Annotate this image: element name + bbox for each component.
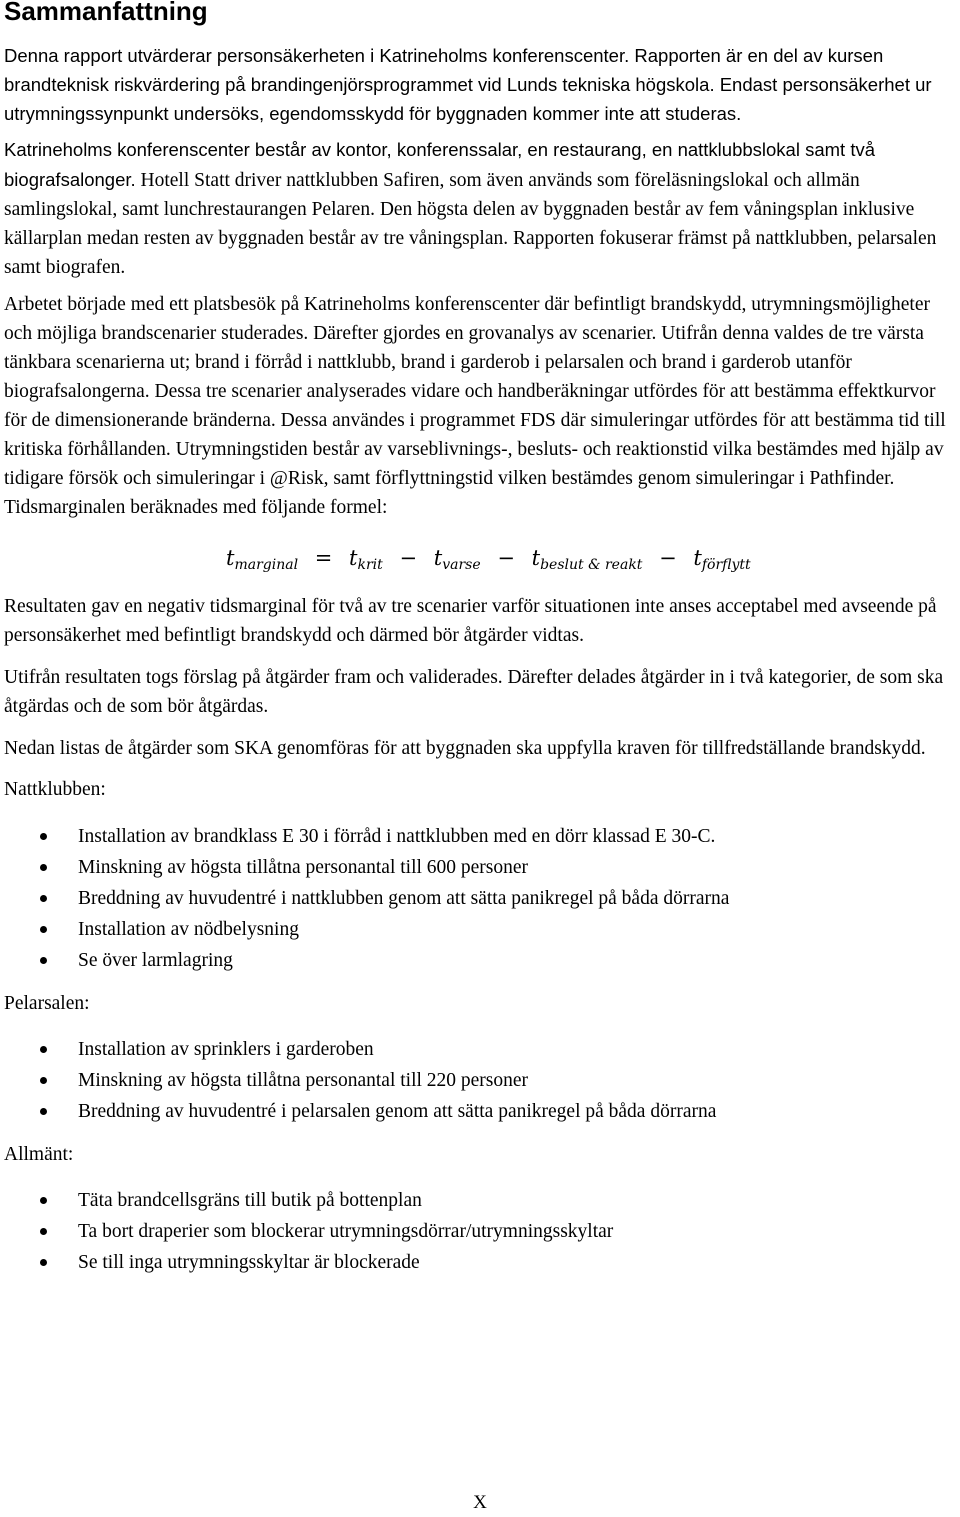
bullet-icon [40, 926, 47, 933]
bullet-icon [40, 1077, 47, 1084]
pelarsalen-list [4, 1034, 958, 1127]
description-text-serif: Hotell Statt driver nattklubben Safiren, som även används som föreläsningslokal och allmän samlingslokal, samt lunchrestaurangen Pelaren. Den högsta delen av byggnaden består av fem våningsplan inklusive källarplan medan resten av byggnaden består av tre våningsplan. Rapporten fokuserar främst på nattklubben, pelarsalen samt biografen. [4, 170, 937, 278]
section-label-allmant: Allmänt: [4, 1144, 74, 1165]
bullet-icon [40, 895, 47, 902]
list-item [4, 1185, 958, 1216]
list-item-text: Breddning av huvudentré i pelarsalen genom att sätta panikregel på båda dörrarna [78, 1101, 717, 1122]
formula [4, 544, 958, 580]
list-item [4, 1096, 958, 1127]
list-item-text: Minskning av högsta tillåtna personantal till 600 personer [78, 857, 529, 878]
formula-operator: − [659, 546, 677, 570]
formula-operator: = [314, 546, 333, 570]
bullet-icon [40, 1197, 47, 1204]
formula-subscript: beslut & reakt [540, 557, 643, 573]
description-text-sans: Katrineholms konferenscenter består av kontor, konferenssalar, en restaurang, en nattklubbslokal samt två biografsalonger. [4, 139, 876, 190]
list-item [4, 852, 958, 883]
bullet-icon [40, 1259, 47, 1266]
list-item-text: Täta brandcellsgräns till butik på bottenplan [78, 1190, 422, 1211]
list-item-text: Installation av sprinklers i garderoben [78, 1039, 374, 1060]
proposals-paragraph: Utifrån resultaten togs förslag på åtgärder fram och validerades. Därefter delades åtgärder in i två kategorier, de som ska åtgärdas och de som bör åtgärdas. [4, 667, 944, 717]
bullet-icon [40, 1108, 47, 1115]
formula-expression [226, 544, 751, 580]
formula-symbol: t [349, 546, 358, 570]
formula-subscript: krit [357, 557, 383, 573]
allmant-list [4, 1185, 958, 1278]
formula-symbol: t [531, 546, 541, 570]
intro-paragraph: Denna rapport utvärderar personsäkerheten i Katrineholms konferenscenter. Rapporten är en del av kursen brandteknisk riskvärdering på brandingenjörsprogrammet vid Lunds tekniska högskola. Endast personsäkerhet ur utrymningssynpunkt undersöks, egendomsskydd för byggnaden kommer inte att studeras. [4, 45, 932, 124]
formula-subscript: varse [442, 557, 481, 573]
list-item [4, 945, 958, 976]
list-item [4, 1216, 958, 1247]
list-item-text: Minskning av högsta tillåtna personantal till 220 personer [78, 1070, 529, 1091]
section-label-nattklubben: Nattklubben: [4, 779, 106, 800]
list-item-text: Se över larmlagring [78, 950, 233, 971]
method-paragraph: Arbetet började med ett platsbesök på Katrineholms konferenscenter där befintligt brandskydd, utrymningsmöjligheter och möjliga brandscenarier studerades. Därefter gjordes en grovanalys av scenarier. Utifrån denna valdes de tre värsta tänkbara scenarierna ut; brand i förråd i nattklubb, brand i garderob i pelarsalen och brand i garderob utanför biografsalongerna. Dessa tre scenarier analyserades vidare och handberäkningar utfördes för att bestämma effektkurvor för de dimensionerande bränderna. Dessa användes i programmet FDS där simuleringar utfördes för att bestämma tid till kritiska förhållanden. Utrymningstiden består av varseblivnings-, besluts- och reaktionstid vilka bestämdes med hjälp av tidigare försök och simuleringar i @Risk, samt förflyttningstid vilken bestämdes genom simuleringar i Pathfinder. Tidsmarginalen beräknades med följande formel: [4, 294, 946, 518]
bullet-icon [40, 864, 47, 871]
formula-subscript: förflytt [701, 557, 751, 573]
list-item-text: Ta bort draperier som blockerar utrymningsdörrar/utrymningsskyltar [78, 1221, 614, 1242]
formula-symbol: t [693, 546, 702, 570]
list-item [4, 1065, 958, 1096]
formula-symbol: t [433, 546, 443, 570]
list-item-text: Breddning av huvudentré i nattklubben genom att sätta panikregel på båda dörrarna [78, 888, 730, 909]
formula-symbol: t [226, 546, 235, 570]
formula-operator: − [399, 546, 418, 570]
list-item [4, 1034, 958, 1065]
nattklubben-list [4, 821, 958, 976]
list-item-text: Installation av brandklass E 30 i förråd i nattklubben med en dörr klassad E 30-C. [78, 826, 716, 847]
formula-subscript: marginal [234, 557, 299, 573]
list-item [4, 1247, 958, 1278]
list-item [4, 883, 958, 914]
formula-operator: − [497, 546, 515, 570]
list-item-text: Se till inga utrymningsskyltar är blockerade [78, 1252, 420, 1273]
bullet-icon [40, 957, 47, 964]
document-page [4, 0, 958, 1278]
results-paragraph: Resultaten gav en negativ tidsmarginal för två av tre scenarier varför situationen inte anses acceptabel med avseende på personsäkerhet med befintligt brandskydd och därmed bör åtgärder vidtas. [4, 596, 937, 646]
description-paragraph [4, 135, 958, 282]
must-paragraph: Nedan listas de åtgärder som SKA genomföras för att byggnaden ska uppfylla kraven för tillfredställande brandskydd. [4, 738, 926, 759]
bullet-icon [40, 1046, 47, 1053]
list-item [4, 914, 958, 945]
page-title: Sammanfattning [4, 0, 208, 26]
bullet-icon [40, 1228, 47, 1235]
page-number: X [473, 1492, 487, 1513]
bullet-icon [40, 833, 47, 840]
list-item-text: Installation av nödbelysning [78, 919, 299, 940]
section-label-pelarsalen: Pelarsalen: [4, 993, 90, 1014]
list-item [4, 821, 958, 852]
